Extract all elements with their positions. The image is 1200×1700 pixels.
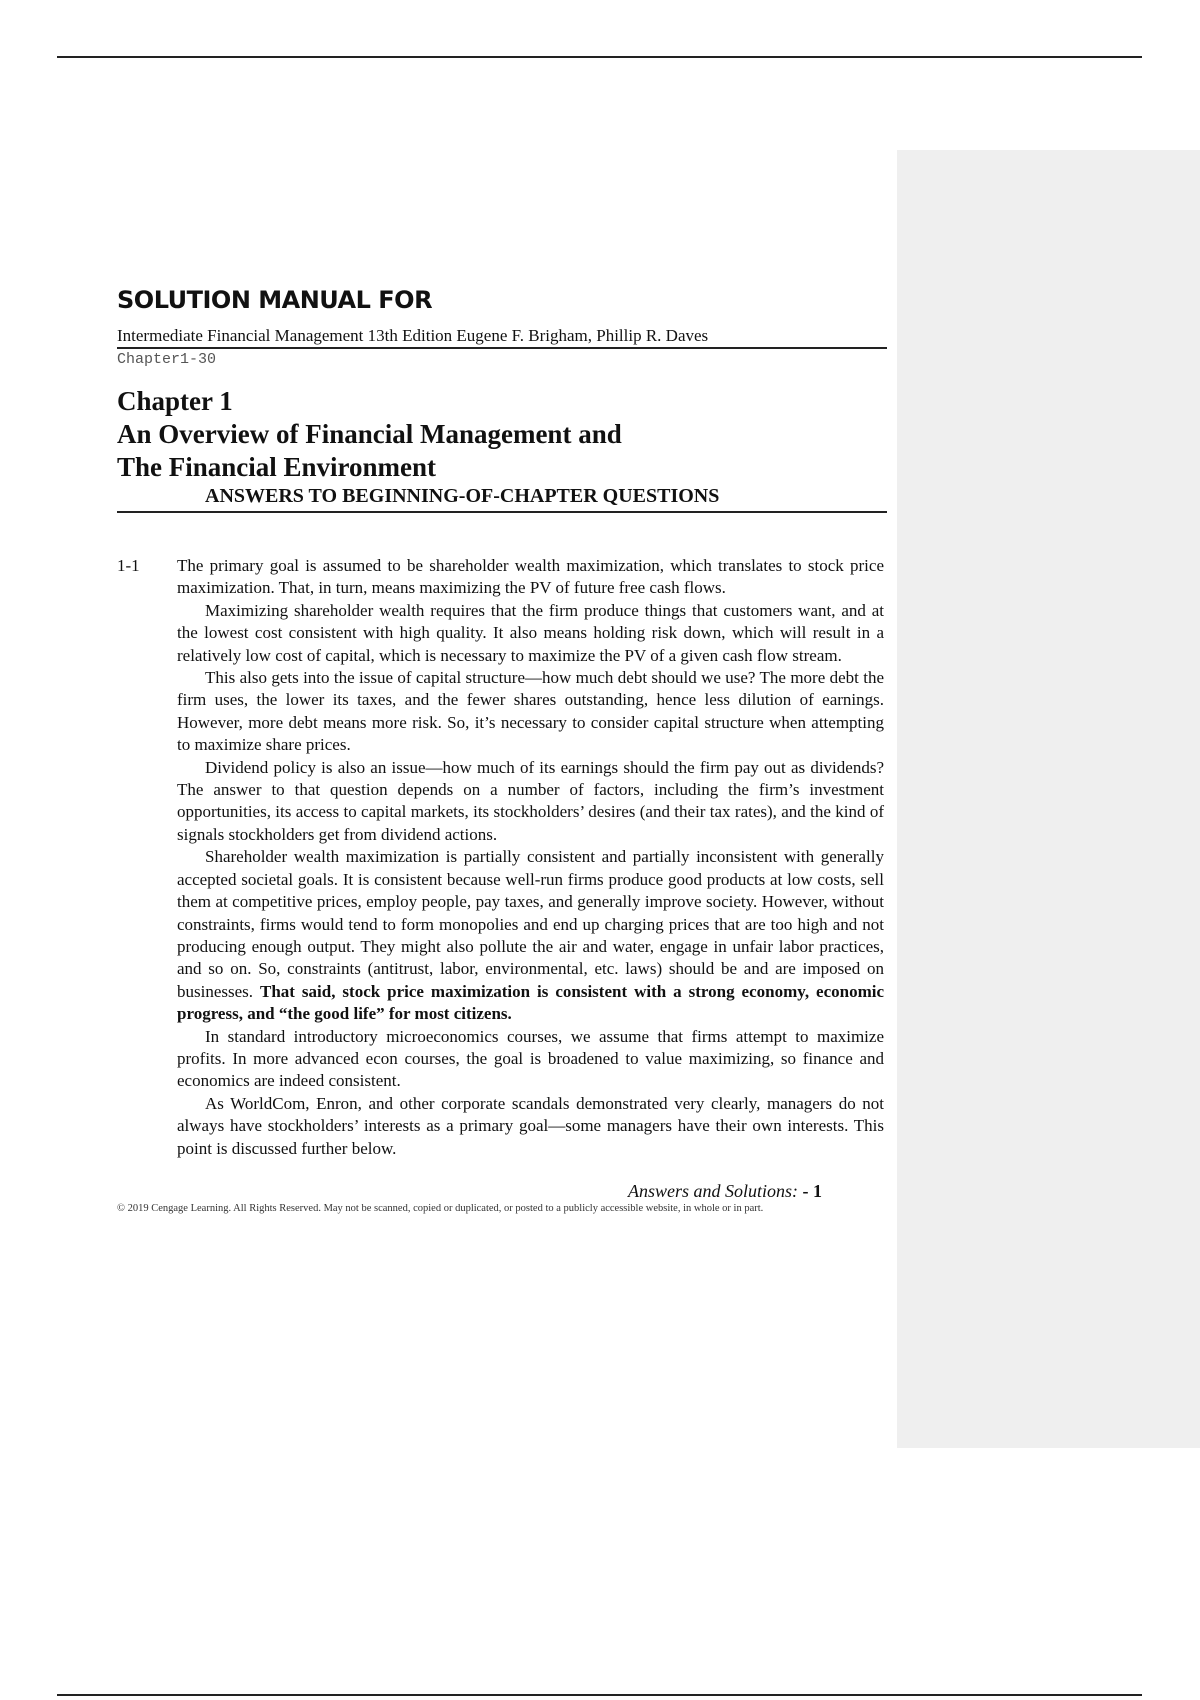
answer-body bbox=[177, 555, 884, 1160]
book-title-line: Intermediate Financial Management 13th Edition Eugene F. Brigham, Phillip R. Daves bbox=[117, 326, 887, 349]
answer-paragraph: As WorldCom, Enron, and other corporate scandals demonstrated very clearly, managers do not always have stockholders’ interests as a primary goal—some managers have their own interests. This point is discussed further below. bbox=[177, 1093, 884, 1158]
comment-margin-panel bbox=[897, 150, 1200, 1448]
answer-paragraph: The primary goal is assumed to be shareholder wealth maximization, which translates to stock price maximization. That, in turn, means maximizing the PV of future free cash flows. bbox=[177, 556, 884, 598]
chapter-title-line-2: The Financial Environment bbox=[117, 452, 437, 482]
answer-paragraph: In standard introductory microeconomics courses, we assume that firms attempt to maximize profits. In more advanced econ courses, the goal is broadened to value maximizing, so finance and economics are indeed consistent. bbox=[177, 1026, 884, 1091]
bottom-rule bbox=[57, 1694, 1142, 1696]
answer-paragraph: Maximizing shareholder wealth requires that the firm produce things that customers want, and at the lowest cost consistent with high quality. It also means holding risk down, which will result in a relatively low cost of capital, which is necessary to maximize the PV of a given cash flow stream. bbox=[177, 600, 884, 665]
footer-label: Answers and Solutions: bbox=[627, 1180, 798, 1201]
answer-paragraph-emphasis: That said, stock price maximization is consistent with a strong economy, economic progress, and “the good life” for most citizens. bbox=[177, 981, 885, 1024]
answer-block bbox=[117, 555, 887, 1160]
chapter-code: Chapter1-30 bbox=[117, 351, 217, 368]
chapter-number: Chapter 1 bbox=[117, 386, 233, 416]
answer-paragraph: This also gets into the issue of capital structure—how much debt should we use? The more debt the firm uses, the lower its taxes, and the fewer shares outstanding, hence less dilution of earnings. However, more debt means more risk. So, it’s necessary to consider capital structure when attempting to maximize share prices. bbox=[177, 668, 884, 755]
chapter-title-line-1: An Overview of Financial Management and bbox=[117, 419, 622, 449]
answer-paragraph-text: Shareholder wealth maximization is partially consistent and partially inconsistent with generally accepted societal goals. It is consistent because well-run firms produce good products at low costs, sell them at competitive prices, employ people, pay taxes, and generally improve society. However, without constraints, firms would tend to form monopolies and end up charging prices that are too high and not producing enough output. They might also pollute the air and water, engage in unfair labor practices, and so on. So, constraints (antitrust, labor, environmental, etc. laws) should be and are imposed on businesses. bbox=[177, 847, 884, 1001]
answer-paragraph bbox=[177, 846, 884, 1025]
manual-title: SOLUTION MANUAL FOR bbox=[117, 286, 433, 314]
top-rule bbox=[57, 56, 1142, 58]
page-footer bbox=[117, 1180, 822, 1202]
page-number: - 1 bbox=[798, 1180, 822, 1201]
section-heading: ANSWERS TO BEGINNING-OF-CHAPTER QUESTIONS bbox=[117, 484, 887, 513]
answer-paragraph: Dividend policy is also an issue—how much of its earnings should the firm pay out as dividends? The answer to that question depends on a number of factors, including the firm’s investment opportunities, its access to capital markets, its stockholders’ desires (and their tax rates), and the kind of signals stockholders get from dividend actions. bbox=[177, 757, 884, 844]
page-content bbox=[117, 285, 887, 1215]
answer-number: 1-1 bbox=[117, 556, 140, 575]
copyright-notice: © 2019 Cengage Learning. All Rights Reserved. May not be scanned, copied or duplicated, or posted to a publicly accessible website, in whole or in part. bbox=[117, 1202, 764, 1214]
chapter-heading bbox=[117, 385, 887, 484]
